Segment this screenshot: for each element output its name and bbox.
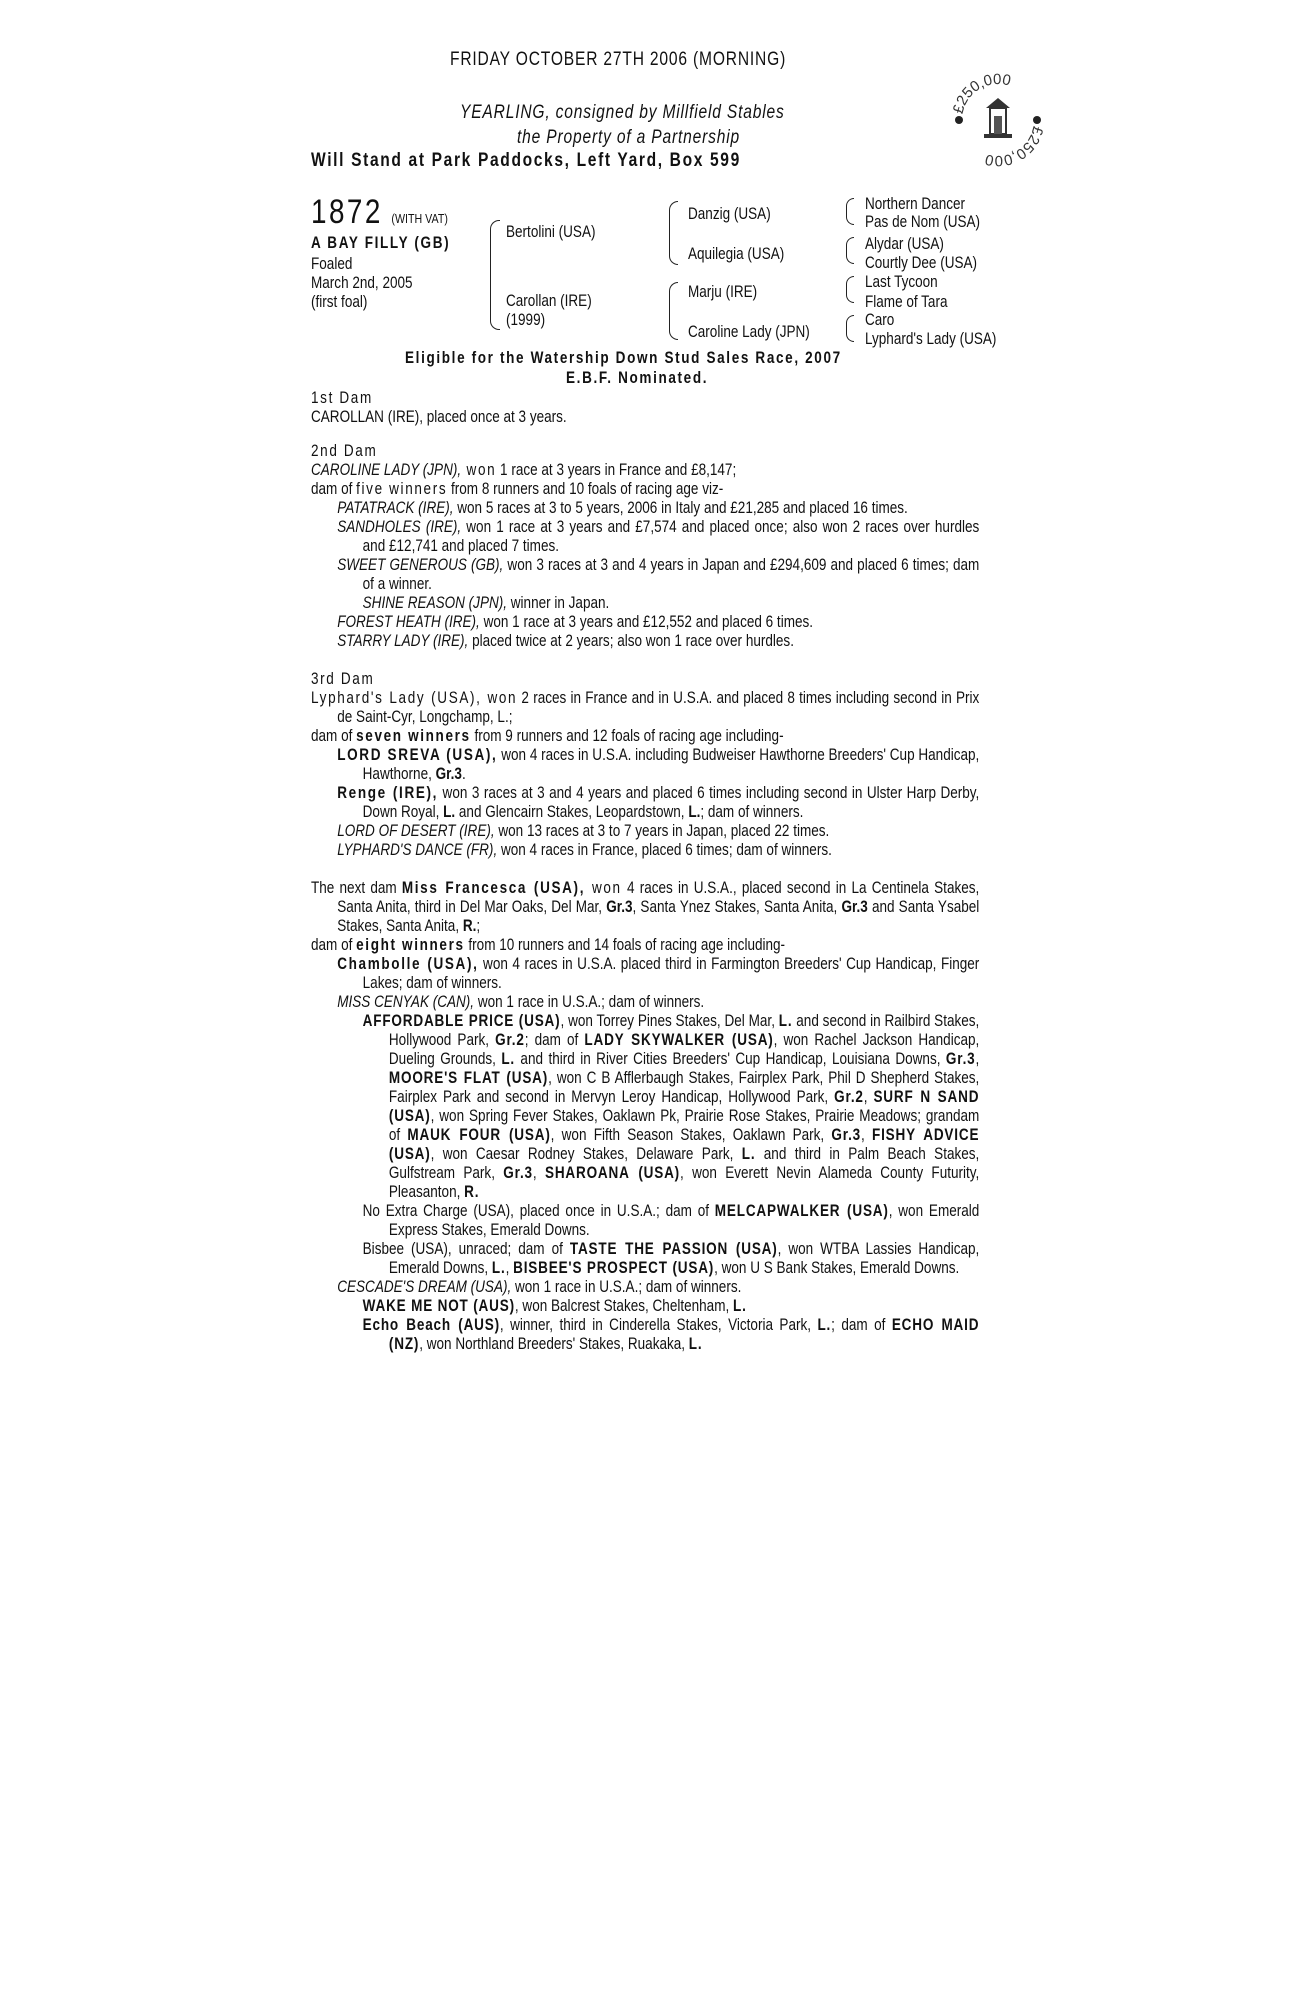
horse-description: A BAY FILLY (GB) [311, 234, 451, 252]
bold-text-run: R. [464, 1183, 480, 1201]
next-dam-section [311, 879, 979, 1354]
bold-text-run: L. [688, 1335, 703, 1353]
bold-text-run: MOORE'S FLAT (USA) [388, 1069, 549, 1087]
second-dam-produce: dam of five winners from 8 runners and 10 foals of racing age viz- [311, 480, 724, 498]
price-seal-icon [948, 70, 1048, 170]
text-run: , won Caesar Rodney Stakes, Delaware Park, [430, 1145, 742, 1163]
text-run: , won C B Afflerbaugh Stakes, Fairplex Park, Phil D Shepherd Stakes, Fairplex Park and second in Mervyn Leroy Handicap, Hollywood Park, [388, 1069, 980, 1106]
progeny-entry [311, 1316, 979, 1354]
text-run: and third in River Cities Breeders' Cup Handicap, Louisiana Downs, [514, 1050, 946, 1068]
bold-text-run: Gr.3 [503, 1164, 533, 1182]
pedigree-dam-year: (1999) [506, 311, 546, 329]
ebf-line: E.B.F. Nominated. [566, 369, 709, 387]
text-run: , [863, 1088, 874, 1106]
pedigree-sire: Bertolini (USA) [506, 223, 596, 241]
progeny-entry [311, 1012, 979, 1202]
foaled-label: Foaled [311, 255, 353, 273]
svg-text:£250,000: £250,000 [949, 70, 1013, 116]
bold-text-run: Gr.2 [495, 1031, 525, 1049]
text-run: , [861, 1126, 873, 1144]
bold-text-run: L. [778, 1012, 793, 1030]
text-run: , won WTBA Lassies Handicap, Emerald Downs, [388, 1240, 980, 1277]
progeny-entry: MISS CENYAK (CAN), won 1 race in U.S.A.; dam of winners. [337, 993, 705, 1011]
first-dam-text: CAROLLAN (IRE), placed once at 3 years. [311, 408, 567, 426]
bold-text-run: Gr.3 [831, 1126, 862, 1144]
sale-date: FRIDAY OCTOBER 27TH 2006 (MORNING) [450, 49, 787, 70]
bold-text-run: LADY SKYWALKER (USA) [584, 1031, 774, 1049]
pedigree-dam-dam: Caroline Lady (JPN) [688, 323, 810, 341]
pedigree-g2: Pas de Nom (USA) [865, 213, 981, 231]
pedigree-brace-g4 [846, 315, 854, 342]
progeny-entry: LORD SREVA (USA), won 4 races in U.S.A. including Budweiser Hawthorne Breeders' Cup Handicap, Hawthorne, Gr.3. [337, 746, 980, 783]
bold-text-run: WAKE ME NOT (AUS) [362, 1297, 515, 1315]
progeny-entry: FOREST HEATH (IRE), won 1 race at 3 years and £12,552 and placed 6 times. [337, 613, 814, 631]
pedigree-g1: Northern Dancer [865, 195, 966, 213]
bold-text-run: L. [741, 1145, 756, 1163]
progeny-entry: PATATRACK (IRE), won 5 races at 3 to 5 years, 2006 in Italy and £21,285 and placed 16 times. [337, 499, 908, 517]
pedigree-g8: Lyphard's Lady (USA) [865, 330, 997, 348]
text-run: , [532, 1164, 545, 1182]
pedigree-brace-g3 [846, 276, 854, 303]
pedigree-dam: Carollan (IRE) [506, 292, 592, 310]
second-dam-record: CAROLINE LADY (JPN), won 1 race at 3 years in France and £8,147; [311, 461, 737, 479]
second-dam-title: 2nd Dam [311, 442, 378, 460]
pedigree-g3: Alydar (USA) [865, 235, 944, 253]
bold-text-run: Gr.3 [945, 1050, 976, 1068]
bold-text-run: ECHO MAID (NZ) [388, 1316, 980, 1353]
bold-text-run: Echo Beach (AUS) [362, 1316, 500, 1334]
next-dam-produce: dam of eight winners from 10 runners and 14 foals of racing age including- [311, 936, 786, 954]
dam-lines [311, 442, 981, 1354]
eligibility-line: Eligible for the Watership Down Stud Sales Race, 2007 [405, 349, 842, 367]
foal-note: (first foal) [311, 293, 368, 311]
text-run: No Extra Charge (USA), placed once in U.S.A.; dam of [362, 1202, 715, 1220]
lot-number-line [311, 193, 448, 232]
bold-text-run: FISHY ADVICE (USA) [388, 1126, 980, 1163]
text-run: , [505, 1259, 514, 1277]
progeny-entry: CESCADE'S DREAM (USA), won 1 race in U.S.A.; dam of winners. [337, 1278, 742, 1296]
pedigree-brace-main [490, 220, 500, 330]
first-dam-title: 1st Dam [311, 389, 373, 407]
pedigree-sire-sire: Danzig (USA) [688, 205, 771, 223]
third-dam-section [311, 670, 979, 860]
text-run: , [975, 1050, 980, 1068]
text-run: ; dam of [524, 1031, 585, 1049]
text-run: , won Northland Breeders' Stakes, Ruakaka, [419, 1335, 689, 1353]
progeny-entry: Renge (IRE), won 3 races at 3 and 4 years and placed 6 times including second in Ulster Harp Derby, Down Royal, L. and Glencairn Stakes, Leopardstown, L.; dam of winners. [337, 784, 980, 821]
pedigree-g7: Caro [865, 311, 895, 329]
bold-text-run: BISBEE'S PROSPECT (USA) [513, 1259, 715, 1277]
bold-text-run: SURF N SAND (USA) [388, 1088, 980, 1125]
text-run: , won Everett Nevin Alameda County Futurity, Pleasanton, [388, 1164, 980, 1201]
consignment-line: YEARLING, consigned by Millfield Stables [460, 102, 785, 123]
foaled-date: March 2nd, 2005 [311, 274, 413, 292]
text-run: and third in Palm Beach Stakes, Gulfstream Park, [388, 1145, 980, 1182]
lot-number: 1872 [311, 193, 383, 231]
progeny-entry: Chambolle (USA), won 4 races in U.S.A. placed third in Farmington Breeders' Cup Handicap, Finger Lakes; dam of winners. [337, 955, 980, 992]
pedigree-brace-sire [669, 201, 678, 265]
svg-text:£250,000: £250,000 [983, 124, 1047, 170]
pedigree-brace-g2 [846, 237, 854, 264]
text-run: , won Rachel Jackson Handicap, Dueling Grounds, [388, 1031, 980, 1068]
text-run: , won U S Bank Stakes, Emerald Downs. [714, 1259, 960, 1277]
pedigree-brace-dam [669, 282, 678, 340]
text-run: , won Torrey Pines Stakes, Del Mar, [560, 1012, 779, 1030]
text-run: ; dam of [831, 1316, 892, 1334]
pedigree-dam-sire: Marju (IRE) [688, 283, 758, 301]
bold-text-run: TASTE THE PASSION (USA) [569, 1240, 778, 1258]
bold-text-run: L. [491, 1259, 506, 1277]
pedigree-g4: Courtly Dee (USA) [865, 254, 978, 272]
bold-text-run: SHAROANA (USA) [544, 1164, 681, 1182]
progeny-entry: STARRY LADY (IRE), placed twice at 2 years; also won 1 race over hurdles. [337, 632, 794, 650]
text-run: and second in Railbird Stakes, Hollywood Park, [388, 1012, 980, 1049]
third-dam-record: Lyphard's Lady (USA), won 2 races in France and in U.S.A. and placed 8 times including second in Prix de Saint-Cyr, Longchamp, L.; [311, 689, 980, 726]
text-run: , won Emerald Express Stakes, Emerald Downs. [388, 1202, 980, 1239]
progeny-entry [311, 1297, 979, 1316]
text-run: , won Fifth Season Stakes, Oaklawn Park, [550, 1126, 832, 1144]
third-dam-title: 3rd Dam [311, 670, 375, 688]
pedigree-brace-g1 [846, 198, 854, 225]
stand-line: Will Stand at Park Paddocks, Left Yard, Box 599 [311, 150, 741, 171]
second-dam-section [311, 442, 979, 651]
pedigree-g5: Last Tycoon [865, 273, 938, 291]
bold-text-run: L. [733, 1297, 747, 1315]
text-run: , won Spring Fever Stakes, Oaklawn Pk, Prairie Rose Stakes, Prairie Meadows; grandam of [388, 1107, 980, 1144]
vat-note: (WITH VAT) [391, 211, 448, 226]
property-line: the Property of a Partnership [517, 127, 740, 148]
bold-text-run: L. [817, 1316, 832, 1334]
text-run: , winner, third in Cinderella Stakes, Victoria Park, [499, 1316, 818, 1334]
pedigree-sire-dam: Aquilegia (USA) [688, 245, 785, 263]
bold-text-run: MAUK FOUR (USA) [407, 1126, 551, 1144]
progeny-entry [311, 1240, 979, 1278]
bold-text-run: Gr.2 [834, 1088, 864, 1106]
text-run: , won Balcrest Stakes, Cheltenham, [514, 1297, 734, 1315]
bold-text-run: AFFORDABLE PRICE (USA) [362, 1012, 561, 1030]
progeny-entry: SHINE REASON (JPN), winner in Japan. [362, 594, 610, 612]
text-run: Bisbee (USA), unraced; dam of [362, 1240, 570, 1258]
progeny-entry [311, 1202, 979, 1240]
progeny-entry: SWEET GENEROUS (GB), won 3 races at 3 and 4 years in Japan and £294,609 and placed 6 times; dam of a winner. [337, 556, 980, 593]
progeny-entry: LORD OF DESERT (IRE), won 13 races at 3 to 7 years in Japan, placed 22 times. [337, 822, 830, 840]
third-dam-produce: dam of seven winners from 9 runners and 12 foals of racing age including- [311, 727, 784, 745]
next-dam-record: The next dam Miss Francesca (USA), won 4 races in U.S.A., placed second in La Centinela Stakes, Santa Anita, third in Del Mar Oaks, Del Mar, Gr.3, Santa Ynez Stakes, Santa Anita, Gr.3 and Santa Ysabel Stakes, Santa Anita, R.; [311, 879, 980, 935]
pedigree-g6: Flame of Tara [865, 293, 948, 311]
progeny-entry: LYPHARD'S DANCE (FR), won 4 races in France, placed 6 times; dam of winners. [337, 841, 832, 859]
progeny-entry: SANDHOLES (IRE), won 1 race at 3 years and £7,574 and placed once; also won 2 races over hurdles and £12,741 and placed 7 times. [337, 518, 980, 555]
bold-text-run: L. [501, 1050, 515, 1068]
bold-text-run: MELCAPWALKER (USA) [714, 1202, 889, 1220]
